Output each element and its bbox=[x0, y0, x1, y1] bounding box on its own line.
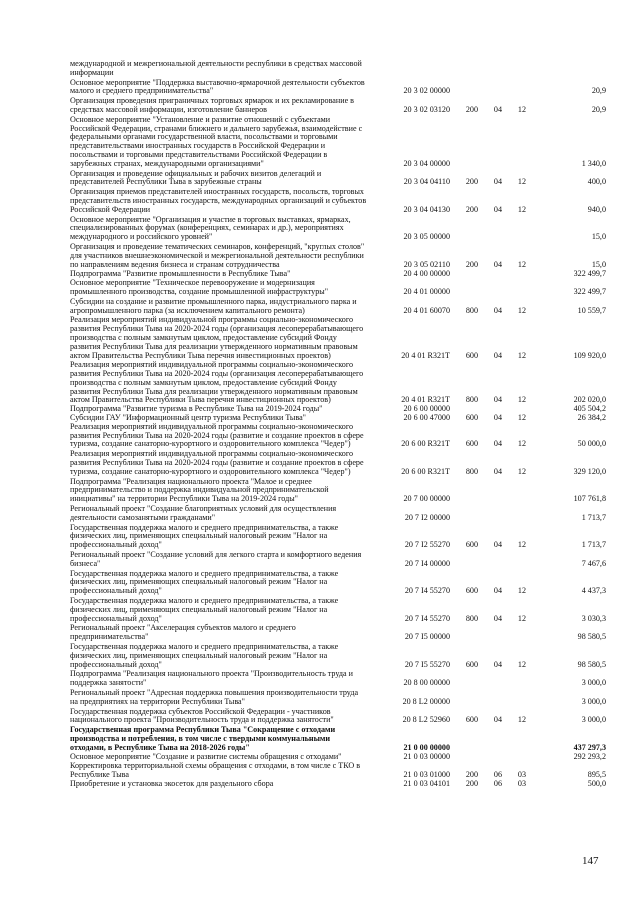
table-row bbox=[70, 596, 606, 623]
row-name: Организация и проведение официальных и рабочих визитов делегаций и представителей Республики Тыва в зарубежные страны bbox=[70, 168, 322, 187]
row-name: Корректировка территориальной схемы обращения с отходами, в том числе с ТКО в Республике Тыва bbox=[70, 761, 361, 780]
target-code: 20 7 00 00000 bbox=[403, 494, 450, 504]
subsection: 12 bbox=[517, 177, 526, 187]
target-code: 21 0 03 00000 bbox=[403, 751, 450, 761]
amount: 3 000,0 bbox=[581, 715, 606, 725]
amount: 895,5 bbox=[587, 770, 606, 780]
subsection: 12 bbox=[517, 466, 526, 476]
table-row bbox=[70, 360, 606, 405]
amount: 3 030,3 bbox=[581, 613, 606, 623]
row-name: Государственная поддержка субъектов Российской Федерации - участников национального проекта "Производительность труда и поддержка занятости" bbox=[70, 706, 334, 725]
amount: 202 020,0 bbox=[573, 395, 606, 405]
amount: 322 499,7 bbox=[573, 286, 606, 296]
amount: 3 000,0 bbox=[581, 696, 606, 706]
row-name: Государственная поддержка малого и среднего предпринимательства, а также физических лиц, применяющих специальный налоговый режим "Налог на профессиональный доход" bbox=[70, 596, 339, 623]
table-row bbox=[70, 241, 606, 269]
subsection: 12 bbox=[517, 204, 526, 214]
row-name: Основное мероприятие "Установление и развитие отношений с субъектами Российской Федерации, странами ближнего и дальнего зарубежья, взаимодействие с федеральными органами государственной власти, посольствами и торговыми представительствами иностранных государств в Российской Федерации и посольствами и торговыми представительствами Российской Федерации в зарубежных странах, международными организациями" bbox=[70, 114, 363, 168]
amount: 4 437,3 bbox=[581, 586, 606, 596]
expense-type: 200 bbox=[465, 104, 478, 114]
table-row bbox=[70, 550, 606, 569]
amount: 98 580,5 bbox=[577, 632, 606, 642]
target-code: 20 8 L2 52960 bbox=[402, 715, 450, 725]
amount: 15,0 bbox=[591, 232, 606, 242]
section: 04 bbox=[493, 204, 502, 214]
row-name: Организация приемов представителей иностранных государств, посольств, торговых представительств иностранных государств, международных организаций и субъектов Российской Федерации bbox=[70, 187, 367, 214]
amount: 98 580,5 bbox=[577, 659, 606, 669]
table-row bbox=[70, 751, 606, 762]
amount: 500,0 bbox=[587, 778, 606, 788]
row-name: Реализация мероприятий индивидуальной программы социально-экономического развития Республики Тыва на 2020-2024 годы (развитие и создание проектов в сфере туризма, создание санаторно-курортного и оздоровительного комплекса "Чедер") bbox=[70, 449, 364, 476]
amount: 329 120,0 bbox=[573, 466, 606, 476]
row-name: Государственная поддержка малого и среднего предпринимательства, а также физических лиц, применяющих специальный налоговый режим "Налог на профессиональный доход" bbox=[70, 522, 339, 550]
table-row bbox=[70, 187, 606, 214]
subsection: 12 bbox=[517, 305, 526, 315]
expense-type: 600 bbox=[465, 350, 478, 360]
section: 04 bbox=[493, 259, 502, 269]
row-name: Основное мероприятие "Поддержка выставочно-ярмарочной деятельности субъектов малого и среднего предпринимательства" bbox=[70, 77, 365, 96]
target-code: 20 4 01 60070 bbox=[403, 305, 450, 315]
table-row bbox=[70, 669, 606, 688]
expense-type: 800 bbox=[465, 395, 478, 405]
amount: 940,0 bbox=[587, 204, 606, 214]
target-code: 20 3 04 04110 bbox=[403, 177, 450, 187]
subsection: 12 bbox=[517, 104, 526, 114]
subsection: 03 bbox=[517, 778, 526, 788]
expense-type: 600 bbox=[465, 413, 478, 423]
row-name: Государственная поддержка малого и среднего предпринимательства, а также физических лиц, применяющих специальный налоговый режим "Налог на профессиональный доход" bbox=[70, 568, 339, 596]
row-name: Основное мероприятие "Организация и участие в торговых выставках, ярмарках, специализированных форумах (конференциях, семинарах и др.), мероприятиях международного и российского уровней" bbox=[70, 214, 351, 242]
row-name: Основное мероприятие "Техническое перевооружение и модернизация промышленного производства, создание промышленной инфраструктуры" bbox=[70, 278, 329, 296]
subsection: 12 bbox=[517, 259, 526, 269]
amount: 292 293,2 bbox=[573, 751, 606, 761]
target-code: 20 3 05 00000 bbox=[403, 232, 450, 242]
target-code: 20 7 I5 00000 bbox=[404, 632, 450, 642]
row-name: Субсидии на создание и развитие промышленного парка, индустриального парка и агропромышленного парка (за исключением капитального ремонта) bbox=[70, 296, 357, 315]
row-name: Реализация мероприятий индивидуальной программы социально-экономического развития Республики Тыва на 2020-2024 годы (развитие и создание проектов в сфере туризма, создание санаторно-курортного и оздоровительного комплекса "Чедер") bbox=[70, 421, 364, 449]
target-code: 20 7 I2 00000 bbox=[404, 512, 450, 522]
row-name: Реализация мероприятий индивидуальной программы социально-экономического развития Республики Тыва на 2020-2024 годы (организация лесоперерабатывающего производства с полным замкнутым циклом, предоставление субсидий Фонду развития Республики Тыва для реализации утвержденного нормативным правовым актом Правительства Республики Тыва перечня инвестиционных проектов) bbox=[70, 360, 364, 405]
target-code: 20 8 00 00000 bbox=[403, 678, 450, 688]
row-name: Подпрограмма "Развитие туризма в Республике Тыва на 2019-2024 годы" bbox=[70, 404, 323, 414]
table-row bbox=[70, 96, 606, 115]
amount: 405 504,2 bbox=[573, 404, 606, 414]
table-row bbox=[70, 761, 606, 780]
row-name: Региональный проект "Адресная поддержка повышения производительности труда на предприятиях на территории Республики Тыва" bbox=[70, 687, 359, 706]
row-name: Региональный проект "Создание условий для легкого старта и комфортного ведения бизнеса" bbox=[70, 550, 362, 568]
expense-type: 600 bbox=[465, 586, 478, 596]
subsection: 12 bbox=[517, 613, 526, 623]
amount: 437 297,3 bbox=[573, 742, 606, 752]
target-code: 20 4 01 R321T bbox=[401, 395, 450, 405]
target-code: 20 3 05 02110 bbox=[403, 259, 450, 269]
subsection: 12 bbox=[517, 350, 526, 360]
section: 04 bbox=[493, 540, 502, 550]
target-code: 21 0 03 01000 bbox=[403, 770, 450, 780]
section: 04 bbox=[493, 395, 502, 405]
section: 04 bbox=[493, 659, 502, 669]
target-code: 20 6 00 R321T bbox=[401, 439, 450, 449]
target-code: 20 7 I4 55270 bbox=[404, 613, 450, 623]
table-row bbox=[70, 778, 606, 789]
amount: 1 713,7 bbox=[581, 540, 606, 550]
target-code: 20 3 04 04130 bbox=[403, 204, 450, 214]
table-row bbox=[70, 315, 606, 360]
table-row bbox=[70, 449, 606, 476]
target-code: 20 4 00 00000 bbox=[403, 269, 450, 279]
section: 04 bbox=[493, 613, 502, 623]
table-row bbox=[70, 421, 606, 449]
table-row bbox=[70, 623, 606, 642]
budget-table bbox=[70, 59, 606, 790]
amount: 109 920,0 bbox=[573, 350, 606, 360]
section: 04 bbox=[493, 413, 502, 423]
target-code: 20 7 I5 55270 bbox=[404, 659, 450, 669]
target-code: 20 6 00 R321T bbox=[401, 466, 450, 476]
target-code: 20 6 00 47000 bbox=[403, 413, 450, 423]
section: 04 bbox=[493, 350, 502, 360]
subsection: 12 bbox=[517, 395, 526, 405]
subsection: 12 bbox=[517, 715, 526, 725]
expense-type: 800 bbox=[465, 613, 478, 623]
expense-type: 200 bbox=[465, 259, 478, 269]
expense-type: 200 bbox=[465, 770, 478, 780]
expense-type: 200 bbox=[465, 177, 478, 187]
target-code: 20 4 01 R321T bbox=[401, 350, 450, 360]
subsection: 12 bbox=[517, 586, 526, 596]
subsection: 12 bbox=[517, 540, 526, 550]
table-row bbox=[70, 687, 606, 707]
expense-type: 600 bbox=[465, 659, 478, 669]
table-row bbox=[70, 706, 606, 726]
row-name: Приобретение и установка экосеток для раздельного сбора bbox=[70, 778, 274, 788]
page-number: 147 bbox=[582, 855, 599, 867]
target-code: 20 3 04 00000 bbox=[403, 158, 450, 168]
section: 06 bbox=[493, 778, 502, 788]
amount: 20,9 bbox=[591, 86, 606, 96]
target-code: 20 3 02 03120 bbox=[403, 104, 450, 114]
expense-type: 800 bbox=[465, 305, 478, 315]
table-row bbox=[70, 214, 606, 242]
row-name: Реализация мероприятий индивидуальной программы социально-экономического развития Республики Тыва на 2020-2024 годы (организация лесоперерабатывающего производства с полным замкнутым циклом, предоставление субсидий Фонду развития Республики Тыва для реализации утвержденного нормативным правовым актом Правительства Республики Тыва перечня инвестиционных проектов) bbox=[70, 315, 364, 360]
expense-type: 200 bbox=[465, 778, 478, 788]
section: 04 bbox=[493, 466, 502, 476]
amount: 15,0 bbox=[591, 259, 606, 269]
table-row bbox=[70, 77, 606, 97]
target-code: 20 7 I2 55270 bbox=[404, 540, 450, 550]
row-name: Подпрограмма "Развитие промышленности в Республике Тыва" bbox=[70, 269, 291, 279]
amount: 322 499,7 bbox=[573, 269, 606, 279]
amount: 1 713,7 bbox=[581, 512, 606, 522]
amount: 400,0 bbox=[587, 177, 606, 187]
amount: 1 340,0 bbox=[581, 158, 606, 168]
table-row bbox=[70, 642, 606, 669]
row-name: Организация и проведение тематических семинаров, конференций, "круглых столов" для участников внешнеэкономической и межрегиональной деятельности республики по направлениям ведения бизнеса и странам сотрудничества bbox=[70, 241, 365, 269]
subsection: 12 bbox=[517, 413, 526, 423]
target-code: 20 7 I4 00000 bbox=[404, 558, 450, 568]
amount: 107 761,8 bbox=[573, 494, 606, 504]
target-code: 20 4 01 00000 bbox=[403, 286, 450, 296]
row-name: Региональный проект "Акселерация субъектов малого и среднего предпринимательства" bbox=[70, 623, 296, 642]
target-code: 20 6 00 00000 bbox=[403, 404, 450, 414]
table-row bbox=[70, 296, 606, 316]
table-row bbox=[70, 60, 586, 78]
row-name: Субсидии ГАУ "Информационный центр туризма Республики Тыва" bbox=[70, 413, 306, 423]
table-row bbox=[70, 568, 606, 596]
table-row bbox=[70, 168, 606, 188]
target-code: 21 0 03 04101 bbox=[403, 778, 450, 788]
target-code: 20 7 I4 55270 bbox=[404, 586, 450, 596]
expense-type: 800 bbox=[465, 466, 478, 476]
table-row bbox=[70, 476, 606, 504]
table-row bbox=[70, 114, 606, 169]
section: 04 bbox=[493, 177, 502, 187]
row-name: Региональный проект "Создание благоприятных условий для осуществления деятельности самозанятыми гражданами" bbox=[70, 504, 337, 522]
table-row bbox=[70, 522, 606, 550]
section: 04 bbox=[493, 305, 502, 315]
row-name: Основное мероприятие "Создание и развитие системы обращения с отходами" bbox=[70, 751, 342, 761]
amount: 20,9 bbox=[591, 104, 606, 114]
row-name: Организация проведения приграничных торговых ярмарок и их рекламирование в средствах массовой информации, изготовление баннеров bbox=[70, 96, 354, 114]
expense-type: 600 bbox=[465, 439, 478, 449]
amount: 10 559,7 bbox=[577, 305, 606, 315]
subsection: 03 bbox=[517, 770, 526, 780]
expense-type: 200 bbox=[465, 204, 478, 214]
subsection: 12 bbox=[517, 659, 526, 669]
section: 04 bbox=[493, 715, 502, 725]
table-row bbox=[70, 504, 606, 523]
amount: 7 467,6 bbox=[581, 558, 606, 568]
expense-type: 600 bbox=[465, 540, 478, 550]
target-code: 21 0 00 00000 bbox=[403, 742, 450, 752]
section: 06 bbox=[493, 770, 502, 780]
row-name: международной и межрегиональной деятельности республики в средствах массовой информации bbox=[70, 59, 362, 77]
table-row bbox=[70, 725, 606, 752]
expense-type: 600 bbox=[465, 715, 478, 725]
subsection: 12 bbox=[517, 439, 526, 449]
target-code: 20 8 L2 00000 bbox=[402, 696, 450, 706]
amount: 3 000,0 bbox=[581, 678, 606, 688]
row-name: Государственная поддержка малого и среднего предпринимательства, а также физических лиц, применяющих специальный налоговый режим "Налог на профессиональный доход" bbox=[70, 642, 339, 669]
row-name: Государственная программа Республики Тыва "Сокращение с отходами производства и потребления, в том числе с твердыми коммунальными отходами, в Республике Тыва на 2018-2026 годы" bbox=[70, 725, 336, 752]
table-row bbox=[70, 278, 606, 297]
amount: 26 384,2 bbox=[577, 413, 606, 423]
section: 04 bbox=[493, 104, 502, 114]
section: 04 bbox=[493, 586, 502, 596]
section: 04 bbox=[493, 439, 502, 449]
row-name: Подпрограмма "Реализация национального проекта "Малое и среднее предпринимательство и поддержка индивидуальной предпринимательской инициативы" на территории Республики Тыва на 2019-2024 годы" bbox=[70, 476, 329, 504]
row-name: Подпрограмма "Реализация национального проекта "Производительность труда и поддержка занятости" bbox=[70, 669, 353, 688]
amount: 50 000,0 bbox=[577, 439, 606, 449]
target-code: 20 3 02 00000 bbox=[403, 86, 450, 96]
